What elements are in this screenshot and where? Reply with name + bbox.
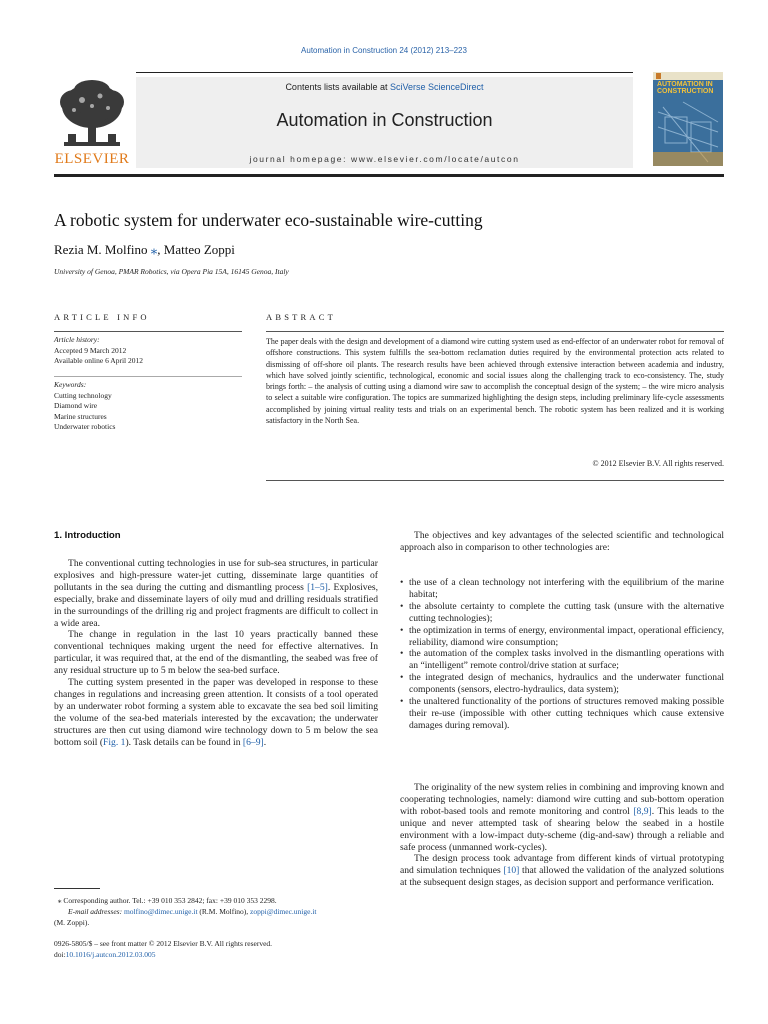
originality-paragraph bbox=[400, 782, 724, 853]
article-info-heading: ARTICLE INFO bbox=[54, 312, 150, 322]
journal-homepage bbox=[136, 154, 633, 164]
journal-name: Automation in Construction bbox=[276, 110, 493, 130]
keyword: Cutting technology bbox=[54, 390, 112, 400]
reference-link[interactable]: [6–9] bbox=[242, 736, 264, 748]
journal-citation[interactable]: Automation in Construction 24 (2012) 213–223 bbox=[301, 46, 467, 55]
right-column-body bbox=[400, 782, 724, 889]
doi-link[interactable]: 10.1016/j.autcon.2012.03.005 bbox=[65, 950, 156, 959]
advantages-list bbox=[400, 577, 724, 732]
intro-p3-text: The cutting system presented in the paper was developed in response to these changes in regulations and increasing green attention. It consists of a tool operated by an underwater robot forming a system able to excavate the sea bed soil limiting the volume of the sea-bed materials interested by the excavation; the underwater structures are then cut using diamond wire technology down to 5 m below the sea bottom soil ( bbox=[54, 677, 378, 748]
online-date: Available online 6 April 2012 bbox=[54, 356, 144, 365]
email-zoppi-link[interactable]: zoppi@dimec.unige.it bbox=[250, 907, 317, 916]
header-bottom-rule bbox=[54, 174, 724, 177]
footnote-rule bbox=[54, 888, 100, 889]
article-history bbox=[54, 335, 242, 367]
doi-prefix: doi: bbox=[54, 950, 66, 959]
list-item-text: the integrated design of mechanics, hydraulics and the underwater functional components (sensors, electro-hydraulics, data system); bbox=[409, 672, 724, 696]
abstract-copyright: © 2012 Elsevier B.V. All rights reserved. bbox=[592, 459, 724, 468]
keyword: Diamond wire bbox=[54, 401, 98, 410]
list-item: • the unaltered functionality of the portions of structures removed making possible their re-use (impossible with other cutting techniques which cause extensive damages during removal). bbox=[400, 696, 724, 731]
intro-paragraph-2: The change in regulation in the last 10 years practically banned these conventional techniques making urgent the need for effective alternatives. In particular, it was required that, at the end of the dismantling, the seabed was free of any residual structure up to 5 m below the sea-bed surface. bbox=[54, 629, 378, 677]
intro-p3-end: . bbox=[263, 736, 267, 748]
elsevier-wordmark: ELSEVIER bbox=[54, 151, 130, 167]
originality-text: The originality of the new system relies in combining and improving known and cooperating technologies, namely: diamond wire cutting and sub-bottom operation with robot-based tools and remote monitoring and control bbox=[400, 782, 724, 817]
affiliation: University of Genoa, PMAR Robotics, via Opera Pia 15A, 16145 Genoa, Italy bbox=[54, 267, 289, 276]
intro-p1-text-cont: . Explosives, especially, brake and disseminate layers of oily mud and drilling residuals stratified in the surroundings of the drilling rig and project fragments are difficult to collect in a wide area. bbox=[54, 581, 378, 629]
list-item: • the use of a clean technology not interfering with the equilibrium of the marine habitat; bbox=[400, 577, 724, 600]
figure-link[interactable]: Fig. 1 bbox=[103, 736, 126, 748]
intro-p1-text: The conventional cutting technologies in use for sub-sea structures, in particular explosives and high-pressure water-jet cutting, disseminate large quantities of pollutants in the sea during the cutting and dismantling process bbox=[54, 558, 378, 593]
right-column-intro bbox=[400, 530, 724, 554]
list-item-text: the optimization in terms of energy, environmental impact, operational efficiency, reliability, diamond wire consumption; bbox=[409, 624, 724, 648]
abstract-bottom-rule bbox=[266, 480, 724, 481]
keywords-rule bbox=[54, 376, 242, 377]
list-item: • the integrated design of mechanics, hydraulics and the underwater functional components (sensors, electro-hydraulics, data system); bbox=[400, 672, 724, 696]
issn-line: 0926-5805/$ – see front matter © 2012 Elsevier B.V. All rights reserved. bbox=[54, 939, 273, 948]
history-label: Article history: bbox=[54, 335, 100, 344]
email-molfino-name: (R.M. Molfino), bbox=[197, 907, 251, 916]
contents-available-line bbox=[136, 82, 633, 92]
keywords-block bbox=[54, 380, 242, 433]
list-item: • the automation of the complex tasks involved in the dismantling operations with an “intelligent” remote control/drive station at surface; bbox=[400, 648, 724, 672]
corresponding-author-star[interactable]: ⁎ bbox=[150, 242, 158, 257]
intro-paragraph-3 bbox=[54, 677, 378, 748]
journal-cover-thumbnail[interactable] bbox=[653, 72, 723, 166]
list-item-text: the automation of the complex tasks involved in the dismantling operations with an “intelligent” remote control/drive station at surface; bbox=[409, 648, 724, 672]
email-molfino-link[interactable]: molfino@dimec.unige.it bbox=[123, 907, 198, 916]
abstract-rule bbox=[266, 331, 724, 332]
intro-left-column bbox=[54, 558, 378, 749]
design-process-text-cont: that allowed the validation of the analyzed solutions at the subsequent design stages, as decision support and performance verification. bbox=[400, 865, 724, 889]
reference-link[interactable]: [8,9] bbox=[633, 805, 652, 817]
abstract-heading: ABSTRACT bbox=[266, 312, 336, 322]
design-process-paragraph bbox=[400, 853, 724, 889]
reference-link[interactable]: [10] bbox=[503, 865, 520, 877]
footnote-contact: Corresponding author. Tel.: +39 010 353 2842; fax: +39 010 353 2298. bbox=[61, 896, 277, 905]
article-title: A robotic system for underwater eco-sustainable wire-cutting bbox=[54, 210, 483, 230]
reference-link[interactable]: [1–5] bbox=[307, 581, 328, 593]
abstract-text: The paper deals with the design and development of a diamond wire cutting system used as end-effector of an underwater robot for removal of offshore constructions. This system fulfills the sea-bottom reclamation duties required by the environmental protection acts related to dismissing of off-shore oil plants. The research results have been achieved through extensive interaction between academia and industry, which have solved jointly scientific, technological, economic and social issues along the challenging track to eco-consistency. The, study brings forth: – the analysis of cutting using a diamond wire saw to accomplish the conceptual design of the system; – the wire micro analysis to select a suitable wire configuration. The topics are summarized highlighting the design steps, including preliminary life-cycle assessments accomplished by joining virtual reality tests and trials on an experimental bench. The robotic system has been realized and it is working satisfactory in the North Sea. bbox=[266, 337, 724, 426]
keywords-label: Keywords: bbox=[54, 380, 87, 389]
accepted-date: Accepted 9 March 2012 bbox=[54, 345, 127, 355]
email-label: E-mail addresses: bbox=[68, 907, 123, 916]
footnote-emails bbox=[54, 906, 378, 917]
intro-p3-text-cont: ). Task details can be found in bbox=[125, 736, 243, 748]
author-molfino: Rezia M. Molfino bbox=[54, 242, 148, 257]
keyword: Marine structures bbox=[54, 411, 107, 421]
objectives-paragraph: The objectives and key advantages of the selected scientific and technological approach also in comparison to other technologies are: bbox=[400, 530, 724, 553]
list-item-text: the absolute certainty to complete the cutting task (unsure with the alternative cutting technologies); bbox=[409, 600, 724, 624]
email-zoppi-name: (M. Zoppi). bbox=[54, 918, 90, 927]
homepage-url[interactable]: www.elsevier.com/locate/autcon bbox=[351, 154, 520, 164]
cover-title: AUTOMATION IN CONSTRUCTION bbox=[657, 81, 714, 95]
list-item: • the optimization in terms of energy, environmental impact, operational efficiency, reliability, diamond wire consumption; bbox=[400, 624, 724, 648]
homepage-prefix: journal homepage: bbox=[249, 154, 352, 164]
author-separator: , bbox=[157, 242, 164, 257]
author-zoppi: Matteo Zoppi bbox=[163, 242, 235, 257]
header-top-rule bbox=[136, 72, 633, 73]
design-process-text: The design process took advantage from different kinds of virtual prototyping and simulation techniques bbox=[400, 853, 724, 877]
doi-line bbox=[54, 949, 378, 960]
corresponding-author-footnote bbox=[54, 895, 378, 928]
article-info-rule bbox=[54, 331, 242, 332]
list-item-text: the unaltered functionality of the portions of structures removed making possible their re-use (impossible with other cutting techniques which cause extensive damages during removal). bbox=[409, 696, 724, 731]
list-item-text: the use of a clean technology not interfering with the equilibrium of the marine habitat; bbox=[409, 577, 724, 600]
intro-paragraph-1 bbox=[54, 558, 378, 629]
footnote-corresponding bbox=[54, 895, 378, 906]
front-matter-info bbox=[54, 938, 378, 960]
keyword: Underwater robotics bbox=[54, 422, 116, 431]
sciverse-link[interactable]: SciVerse ScienceDirect bbox=[390, 82, 484, 92]
originality-text-cont: . This leads to the unique and never attempted task of shearing below the seabed in a hostile environment with a low-impact duty-scheme (dig-and-saw) through a reliable and safe process (unmanned work-cycles). bbox=[400, 805, 724, 853]
list-item: • the absolute certainty to complete the cutting task (unsure with the alternative cutting technologies); bbox=[400, 600, 724, 624]
footnote-star: ⁎ bbox=[57, 896, 62, 905]
section-heading-introduction: 1. Introduction bbox=[54, 530, 121, 541]
author-list bbox=[54, 242, 235, 258]
contents-prefix: Contents lists available at bbox=[285, 82, 390, 92]
